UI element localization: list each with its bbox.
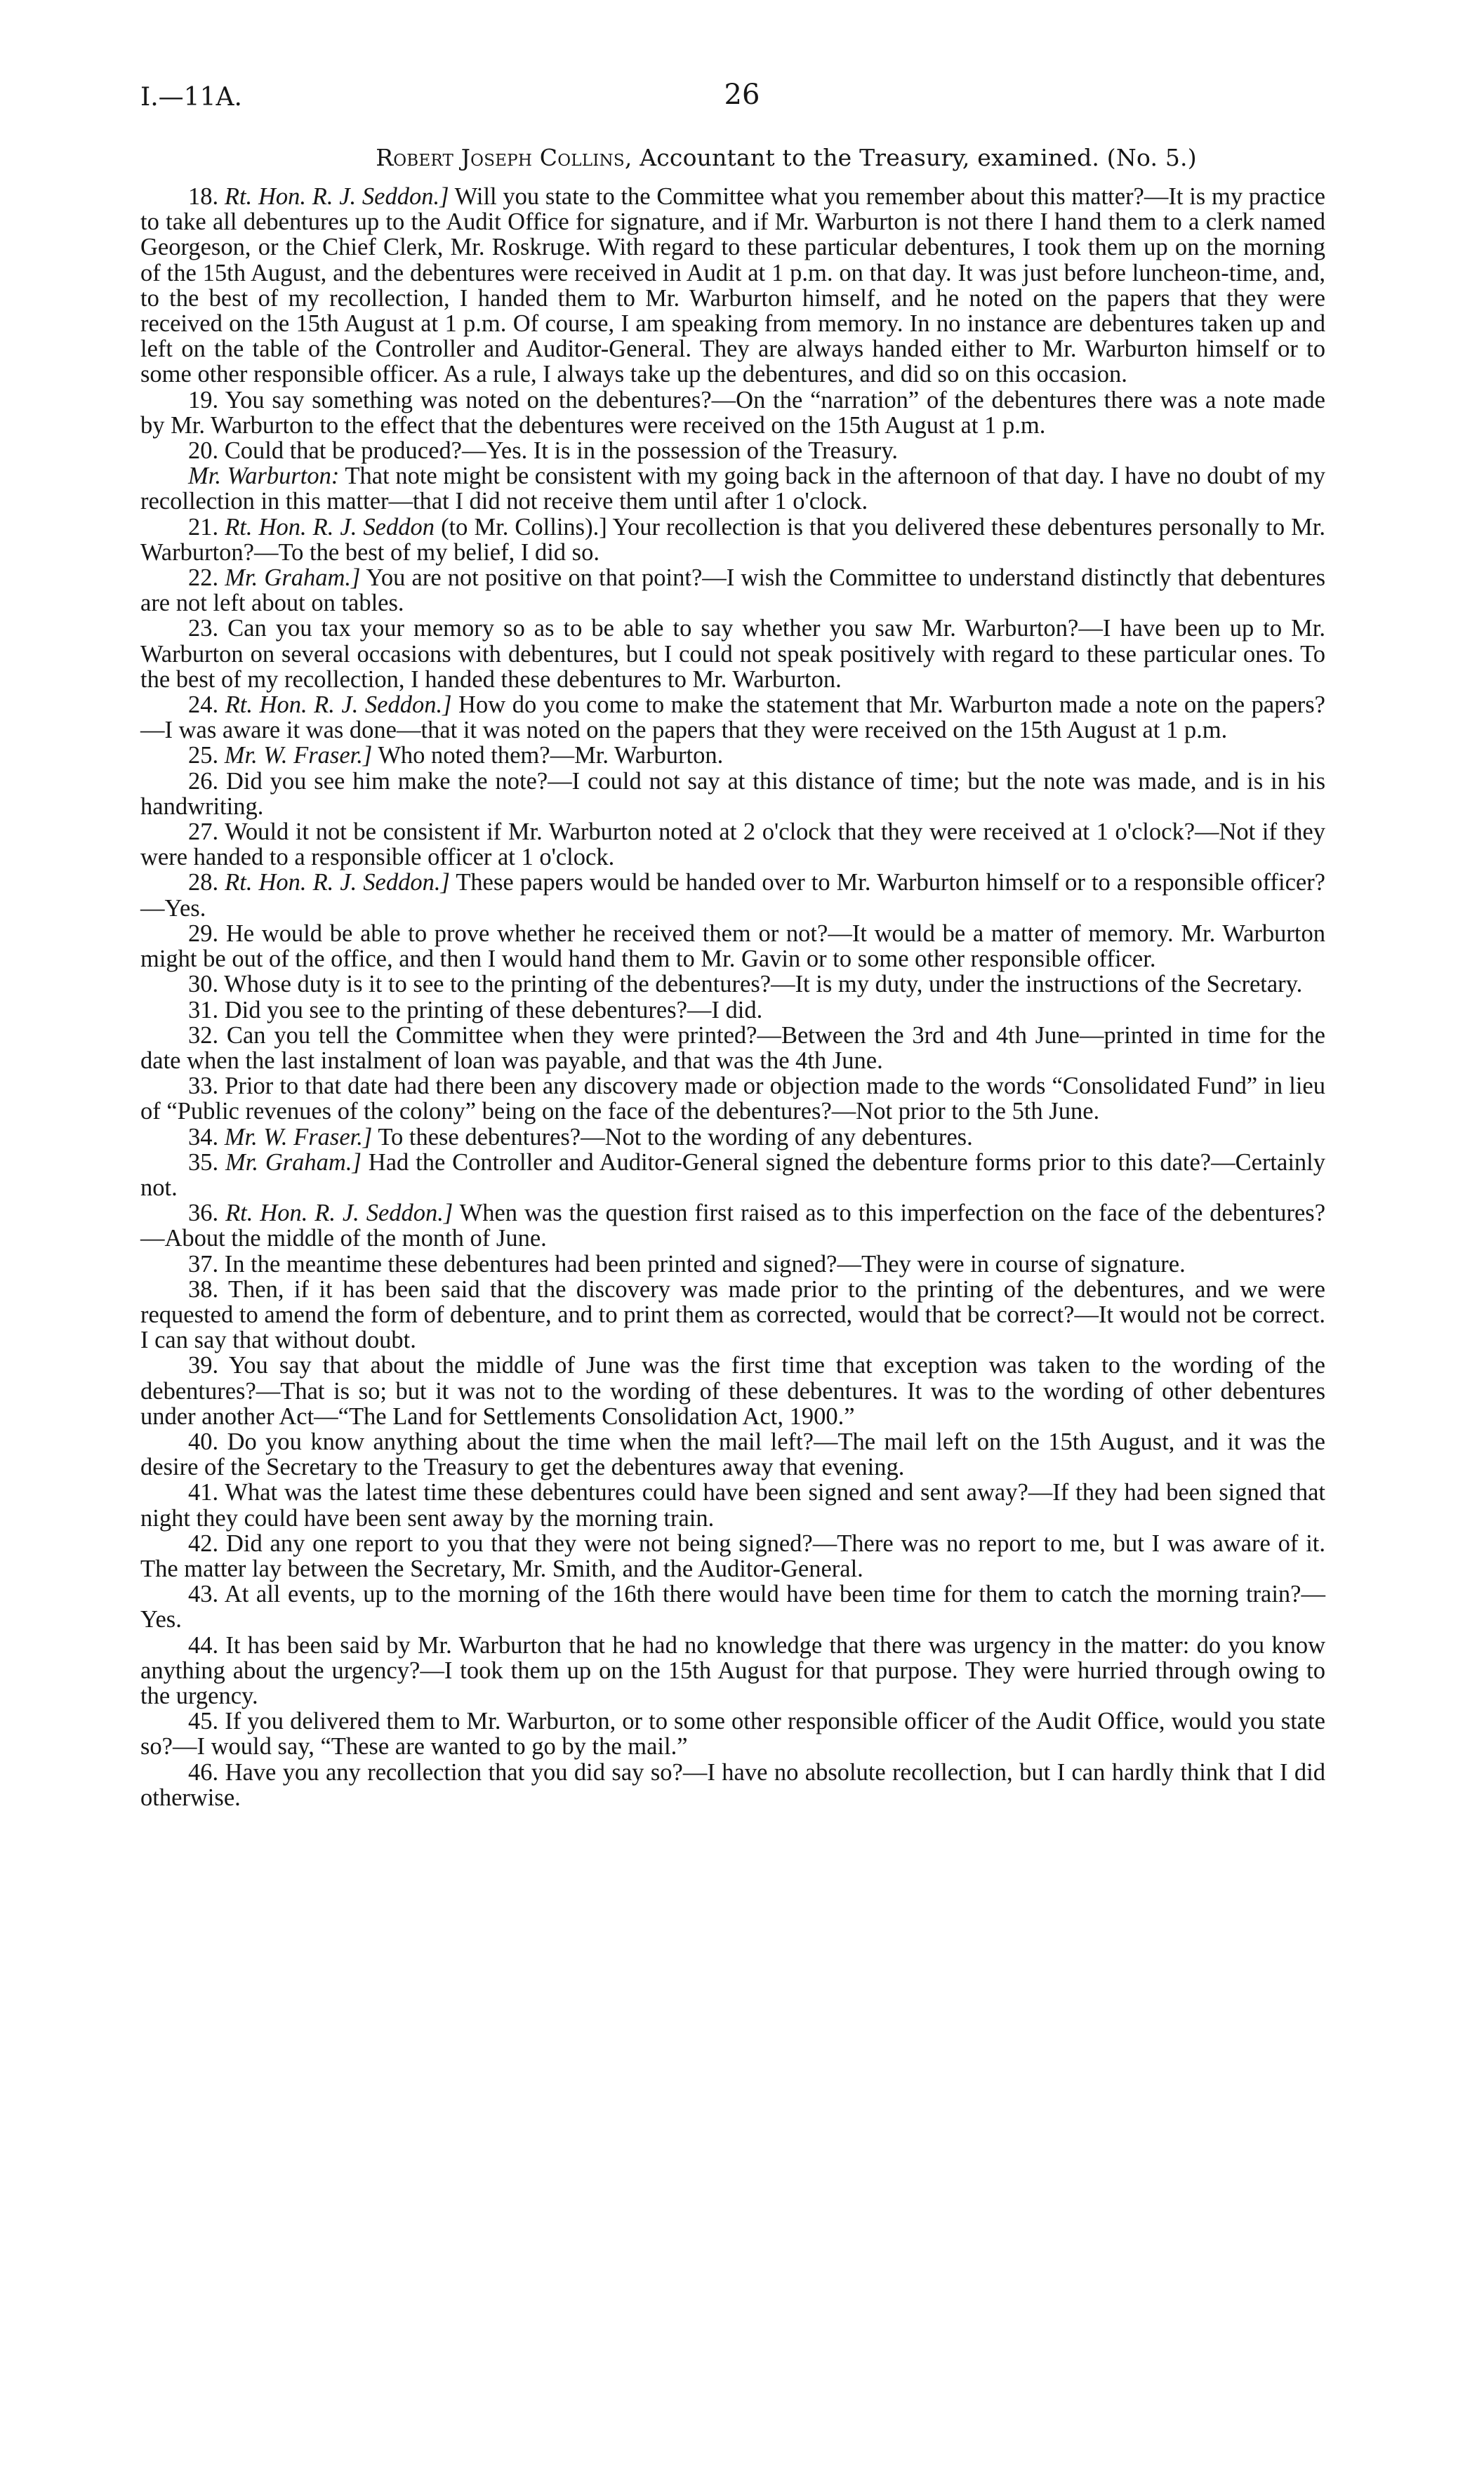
question-answer: (to Mr. Collins).] Your recollection is that you delivered these debentures personally to Mr. Warburton?—To the best of my belief, I did so. [140, 513, 1326, 566]
question-number: 28. [188, 869, 219, 896]
question-number: 29. [188, 920, 219, 947]
question-answer: These papers would be handed over to Mr. Warburton himself or to a responsible officer?—Yes. [140, 869, 1325, 922]
question-number: 19. [188, 386, 219, 413]
question-answer: Do you know anything about the time when the mail left?—The mail left on the 15th August, and it was the desire of the Secretary to the Treasury to get the debentures away that evening. [140, 1428, 1325, 1481]
question-answer: Will you state to the Committee what you remember about this matter?—It is my practice to take all debentures up to the Audit Office for signature, and if Mr. Warburton is not there I hand them to a clerk named Georgeson, or the Chief Clerk, Mr. Roskruge. With regard to these particular debentures, I took them up on the morning of the 15th August, and the debentures were received in Audit at 1 p.m. on that day. It was just before luncheon-time, and, to the best of my recollection, I handed them to Mr. Warburton himself, and he noted on the papers that they were received on the 15th August at 1 p.m. Of course, I am speaking from memory. In no instance are debentures taken up and left on the table of the Controller and Auditor-General. They are always handed either to Mr. Warburton himself or to some other responsible officer. As a rule, I always take up the debentures, and did so on this occasion. [140, 183, 1325, 388]
question-paragraph [140, 387, 1325, 438]
question-paragraph [140, 184, 1325, 387]
question-paragraph [140, 438, 1325, 463]
witness-name: Robert Joseph Collins [376, 144, 625, 171]
question-number: 25. [188, 742, 219, 769]
question-paragraph [140, 1760, 1325, 1810]
question-paragraph [140, 1200, 1325, 1251]
question-answer: At all events, up to the morning of the 16th there would have been time for them to catch the morning train?—Yes. [140, 1581, 1325, 1633]
question-number: 21. [188, 513, 219, 540]
question-answer: How do you come to make the statement that Mr. Warburton made a note on the papers?—I was aware it was done—that it was noted on the papers that they were received on the 15th August at 1 p.m. [140, 691, 1325, 744]
question-number: 20. [188, 437, 219, 465]
question-answer: To these debentures?—Not to the wording of any debentures. [372, 1123, 973, 1150]
question-answer: You are not positive on that point?—I wish the Committee to understand distinctly that debentures are not left about on tables. [140, 564, 1326, 617]
question-number: 35. [188, 1148, 219, 1176]
question-answer: Can you tax your memory so as to be able to say whether you saw Mr. Warburton?—I have been up to Mr. Warburton on several occasions with debentures, but I could not speak positively with regard to these particular ones. To the best of my recollection, I handed these debentures to Mr. Warburton. [140, 615, 1325, 693]
question-answer: You say something was noted on the debentures?—On the “narration” of the debentures there was a note made by Mr. Warburton to the effect that the debentures were received on the 15th August at 1 p.m. [140, 386, 1325, 439]
question-paragraph [140, 692, 1325, 743]
page-number: 26 [724, 79, 760, 111]
question-answer: Did any one report to you that they were not being signed?—There was no report to me, but I was aware of it. The matter lay between the Secretary, Mr. Smith, and the Auditor-General. [140, 1530, 1325, 1582]
question-paragraph [140, 1531, 1325, 1581]
question-number: 41. [188, 1479, 219, 1506]
question-paragraph [140, 870, 1325, 920]
witness-role: , Accountant to the Treasury, examined. (No. 5.) [624, 144, 1197, 171]
speaker: Rt. Hon. R. J. Seddon.] [224, 183, 449, 210]
question-number: 24. [188, 691, 219, 719]
question-number: 44. [188, 1631, 219, 1659]
paper-reference: I.—11A. [140, 83, 242, 112]
question-answer: Have you any recollection that you did say so?—I have no absolute recollection, but I can hardly think that I did otherwise. [140, 1758, 1325, 1811]
question-answer: Whose duty is it to see to the printing of the debentures?—It is my duty, under the instructions of the Secretary. [218, 971, 1303, 998]
speaker: Rt. Hon. R. J. Seddon.] [225, 1200, 453, 1227]
evidence-text [140, 184, 1325, 1810]
statement-paragraph [140, 463, 1325, 514]
question-paragraph [140, 1150, 1325, 1200]
question-number: 40. [188, 1428, 219, 1455]
question-number: 36. [188, 1200, 219, 1227]
question-number: 46. [188, 1758, 219, 1786]
question-number: 27. [188, 818, 219, 846]
question-paragraph [140, 1581, 1325, 1632]
question-answer: You say that about the middle of June was the first time that exception was taken to the wording of the debentures?—That is so; but it was not to the wording of these debentures. It was to the wording of other debentures under another Act—“The Land for Settlements Consolidation Act, 1900.” [140, 1352, 1325, 1430]
speaker: Mr. Warburton: [188, 463, 340, 490]
question-number: 23. [188, 615, 219, 642]
speaker: Rt. Hon. R. J. Seddon [225, 513, 435, 540]
question-number: 31. [188, 996, 219, 1023]
question-answer: When was the question first raised as to this imperfection on the face of the debentures?—About the middle of the month of June. [140, 1200, 1326, 1252]
speaker: Mr. Graham.] [225, 564, 361, 592]
question-paragraph [140, 1353, 1325, 1429]
question-number: 33. [188, 1073, 219, 1100]
statement-text: That note might be consistent with my going back in the afternoon of that day. I have no doubt of my recollection in this matter—that I did not receive them until after 1 o'clock. [140, 463, 1325, 515]
witness-heading [211, 144, 1362, 171]
question-paragraph [140, 616, 1325, 692]
question-number: 37. [188, 1250, 219, 1278]
speaker: Rt. Hon. R. J. Seddon.] [225, 869, 450, 896]
question-answer: Could that be produced?—Yes. It is in the possession of the Treasury. [218, 437, 898, 465]
question-answer: What was the latest time these debentures could have been signed and sent away?—If they had been signed that night they could have been sent away by the morning train. [140, 1479, 1325, 1532]
question-paragraph [140, 1023, 1325, 1073]
question-number: 32. [188, 1021, 219, 1049]
question-number: 22. [188, 564, 219, 592]
question-number: 18. [188, 183, 219, 210]
question-number: 42. [188, 1530, 219, 1557]
question-paragraph [140, 565, 1325, 616]
question-paragraph [140, 819, 1325, 870]
speaker: Mr. W. Fraser.] [224, 1123, 373, 1150]
question-answer: Can you tell the Committee when they were printed?—Between the 3rd and 4th June—printed in time for the date when the last instalment of loan was payable, and that was the 4th June. [140, 1021, 1325, 1074]
question-number: 45. [188, 1708, 219, 1735]
question-paragraph [140, 515, 1325, 565]
question-answer: Who noted them?—Mr. Warburton. [372, 742, 724, 769]
question-answer: Did you see to the printing of these debentures?—I did. [218, 996, 763, 1023]
question-answer: Did you see him make the note?—I could not say at this distance of time; but the note was made, and is in his handwriting. [140, 767, 1325, 820]
question-paragraph [140, 1480, 1325, 1530]
question-number: 39. [188, 1352, 219, 1379]
question-answer: If you delivered them to Mr. Warburton, or to some other responsible officer of the Audit Office, would you state so?—I would say, “These are wanted to go by the mail.” [140, 1708, 1325, 1760]
question-answer: Had the Controller and Auditor-General signed the debenture forms prior to this date?—Certainly not. [140, 1148, 1326, 1201]
question-answer: Prior to that date had there been any discovery made or objection made to the words “Consolidated Fund” in lieu of “Public revenues of the colony” being on the face of the debentures?—Not prior to the 5th June. [140, 1073, 1325, 1125]
question-paragraph [140, 1429, 1325, 1480]
speaker: Mr. Graham.] [225, 1148, 362, 1176]
question-answer: It has been said by Mr. Warburton that he had no knowledge that there was urgency in the matter: do you know anything about the urgency?—I took them up on the 15th August for that purpose. They were hurried through owing to the urgency. [140, 1631, 1325, 1709]
question-paragraph [140, 921, 1325, 971]
question-paragraph [140, 997, 1325, 1023]
question-answer: He would be able to prove whether he received them or not?—It would be a matter of memory. Mr. Warburton might be out of the office, and then I would hand them to Mr. Gavin or to some other responsible officer. [140, 920, 1325, 973]
question-number: 26. [188, 767, 219, 795]
question-number: 38. [188, 1275, 219, 1303]
question-paragraph [140, 769, 1325, 819]
question-paragraph [140, 1073, 1325, 1124]
question-paragraph [140, 1252, 1325, 1277]
question-number: 43. [188, 1581, 219, 1608]
question-number: 34. [188, 1123, 219, 1150]
question-answer: Then, if it has been said that the discovery was made prior to the printing of the debentures, and we were requested to amend the form of debenture, and to print them as corrected, would that be correct?—It would not be correct. I can say that without doubt. [140, 1275, 1325, 1354]
question-answer: Would it not be consistent if Mr. Warburton noted at 2 o'clock that they were received at 1 o'clock?—Not if they were handed to a responsible officer at 1 o'clock. [140, 818, 1325, 871]
question-paragraph [140, 1633, 1325, 1709]
speaker: Rt. Hon. R. J. Seddon.] [225, 691, 452, 719]
question-answer: In the meantime these debentures had been printed and signed?—They were in course of signature. [218, 1250, 1186, 1278]
question-paragraph [140, 1125, 1325, 1150]
speaker: Mr. W. Fraser.] [224, 742, 373, 769]
question-paragraph [140, 743, 1325, 768]
question-paragraph [140, 971, 1325, 997]
question-paragraph [140, 1277, 1325, 1353]
question-paragraph [140, 1709, 1325, 1759]
question-number: 30. [188, 971, 219, 998]
